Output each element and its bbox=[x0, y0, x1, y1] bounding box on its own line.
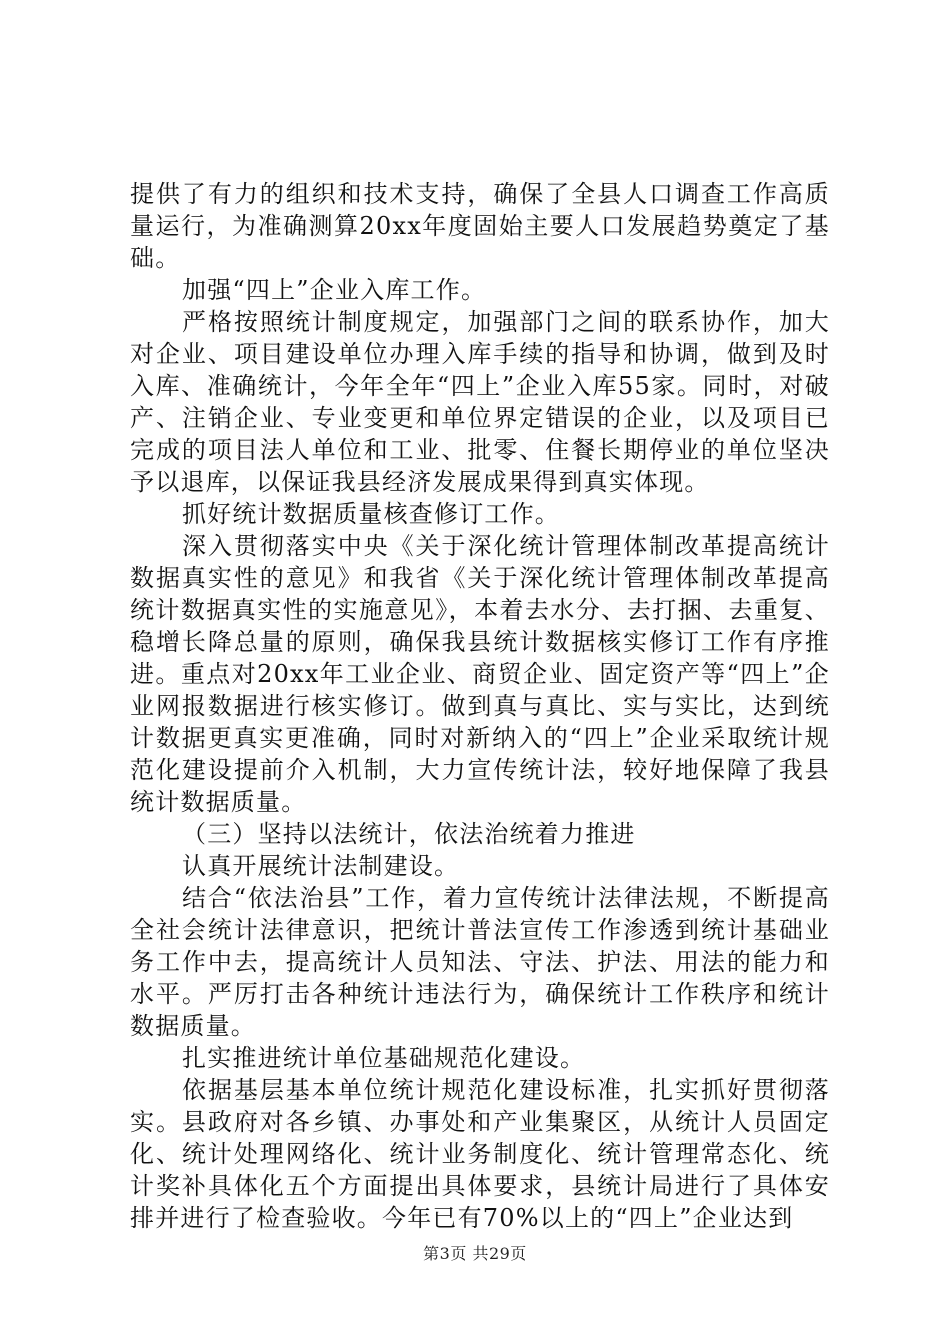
paragraph-heading-enterprise-registration: 加强“四上”企业入库工作。 bbox=[182, 276, 487, 304]
paragraph-standardization: 依据基层基本单位统计规范化建设标准，扎实抓好贯彻落实。县政府对各乡镇、办事处和产业集聚区，从统计人员固定化、统计处理网络化、统计业务制度化、统计管理常态化、统计奖补具体化五个方面提出具体要求，县统计局进行了具体安排并进行了检查验收。今年已有70%以上的“四上”企业达到 bbox=[130, 1076, 830, 1232]
paragraph-data-quality: 深入贯彻落实中央《关于深化统计管理体制改革提高统计数据真实性的意见》和我省《关于深化统计管理体制改革提高统计数据真实性的实施意见》，本着去水分、去打捆、去重复、稳增长降总量的原则，确保我县统计数据核实修订工作有序推进。重点对20xx年工业企业、商贸企业、固定资产等“四上”企业网报数据进行核实修订。做到真与真比、实与实比，达到统计数据更真实更准确，同时对新纳入的“四上”企业采取统计规范化建设提前介入机制，大力宣传统计法，较好地保障了我县统计数据质量。 bbox=[130, 532, 830, 816]
paragraph-enterprise-registration: 严格按照统计制度规定，加强部门之间的联系协作，加大对企业、项目建设单位办理入库手续的指导和协调，做到及时入库、准确统计，今年全年“四上”企业入库55家。同时，对破产、注销企业、专业变更和单位界定错误的企业，以及项目已完成的项目法人单位和工业、批零、住餐长期停业的单位坚决予以退库，以保证我县经济发展成果得到真实体现。 bbox=[130, 308, 830, 496]
paragraph-heading-legal-system: 认真开展统计法制建设。 bbox=[182, 852, 460, 880]
page-number-footer: 第3页 共29页 bbox=[423, 1244, 527, 1263]
paragraph-continuation: 提供了有力的组织和技术支持，确保了全县人口调查工作高质量运行，为准确测算20xx年度固始主要人口发展趋势奠定了基础。 bbox=[130, 180, 830, 272]
document-body bbox=[130, 178, 830, 1234]
paragraph-heading-data-quality: 抓好统计数据质量核查修订工作。 bbox=[182, 500, 560, 528]
paragraph-heading-standardization: 扎实推进统计单位基础规范化建设。 bbox=[182, 1044, 586, 1072]
paragraph-legal-system: 结合“依法治县”工作，着力宣传统计法律法规，不断提高全社会统计法律意识，把统计普法宣传工作渗透到统计基础业务工作中去，提高统计人员知法、守法、护法、用法的能力和水平。严厉打击各种统计违法行为，确保统计工作秩序和统计数据质量。 bbox=[130, 884, 830, 1040]
section-heading-rule-of-law: （三）坚持以法统计，依法治统着力推进 bbox=[182, 820, 636, 848]
